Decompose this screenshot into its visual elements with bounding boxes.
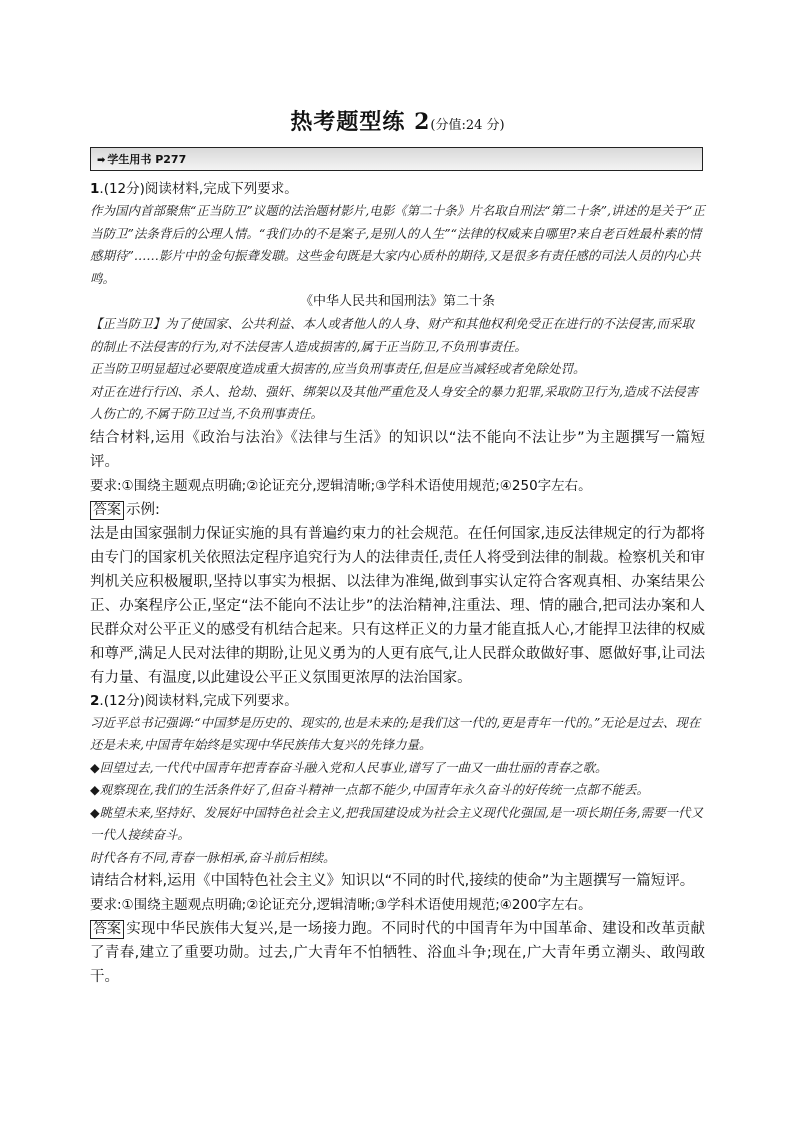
q2-task: 请结合材料,运用《中国特色社会主义》知识以“不同的时代,接续的使命”为主题撰写一篇短评。 <box>90 873 695 889</box>
q1-law-1: 【正当防卫】为了使国家、公共利益、本人或者他人的人身、财产和其他权利免受正在进行的不法侵害,而采取的制止不法侵害的行为,对不法侵害人造成损害的,属于正当防卫,不负刑事责任。 <box>90 316 694 354</box>
q1-task: 结合材料,运用《政治与法治》《法律与生活》的知识以“法不能向不法让步”为主题撰写一篇短评。 <box>90 429 705 470</box>
q1-requirements: 要求:①围绕主题观点明确;②论证充分,逻辑清晰;③学科术语使用规范;④250字左右。 <box>90 477 592 494</box>
title-main: 热考题型练 2 <box>290 109 431 135</box>
q2-material-1: 习近平总书记强调:“中国梦是历史的、现实的,也是未来的;是我们这一代的,更是青年一代的。”无论是过去、现在还是未来,中国青年始终是实现中华民族伟大复兴的先锋力量。 <box>90 714 701 752</box>
q1-answer-prefix: 示例: <box>126 501 160 518</box>
q1-law-2: 正当防卫明显超过必要限度造成重大损害的,应当负刑事责任,但是应当减轻或者免除处罚。 <box>90 361 586 376</box>
q2-material-4: ◆眺望未来,坚持好、发展好中国特色社会主义,把我国建设成为社会主义现代化强国,是一项长期任务,需要一代又一代人接续奋斗。 <box>90 804 704 842</box>
q2-answer: 实现中华民族伟大复兴,是一场接力跑。不同时代的中国青年为中国革命、建设和改革贡献了青春,建立了重要功勋。过去,广大青年不怕牺牲、浴血斗争;现在,广大青年勇立潮头、敢闯敢干。 <box>90 921 705 985</box>
q1-law-title: 《中华人民共和国刑法》第二十条 <box>299 294 495 309</box>
q1-header <box>90 178 705 200</box>
q1-head: .(12分)阅读材料,完成下列要求。 <box>99 181 298 197</box>
answer-badge: 答案 <box>90 920 124 939</box>
q2-material-5: 时代各有不同,青春一脉相承,奋斗前后相续。 <box>90 849 336 865</box>
q1-answer: 法是由国家强制力保证实施的具有普遍约束力的社会规范。在任何国家,违反法律规定的行为都将由专门的国家机关依照法定程序追究行为人的法律责任,责任人将受到法律的制裁。检察机关和审判机关应积极履职,坚持以事实为根据、以法律为准绳,做到事实认定符合客观真相、办案结果公正、办案程序公正,坚定“法不能向不法让步”的法治精神,注重法、理、情的融合,把司法办案和人民群众对公平正义的感受有机结合起来。只有这样正义的力量才能直抵人心,才能捍卫法律的权威和尊严,满足人民对法律的期盼,让见义勇为的人更有底气,让人民群众敢做好事、愿做好事,让司法有力量、有温度,以此建设公平正义氛围更浓厚的法治国家。 <box>90 525 705 686</box>
q2-head: .(12分)阅读材料,完成下列要求。 <box>99 692 298 709</box>
content <box>90 178 705 989</box>
q1-number: 1 <box>90 181 100 197</box>
q1-law-3: 对正在进行行凶、杀人、抢劫、强奸、绑架以及其他严重危及人身安全的暴力犯罪,采取防卫行为,造成不法侵害人伤亡的,不属于防卫过当,不负刑事责任。 <box>90 383 698 421</box>
answer-badge: 答案 <box>90 501 124 520</box>
source-banner <box>90 147 703 171</box>
q2-number: 2 <box>90 692 100 709</box>
q2-requirements: 要求:①围绕主题观点明确;②论证充分,逻辑清晰;③学科术语使用规范;④200字左右。 <box>90 897 592 913</box>
q1-material: 作为国内首部聚焦“正当防卫”议题的法治题材影片,电影《第二十条》片名取自刑法“第二十条”,讲述的是关于“正当防卫”法条背后的公理人情。“我们办的不是案子,是别人的人生”“法律的权威来自哪里?来自老百姓最朴素的情感期待”……影片中的金句振聋发聩。这些金句既是大家内心质朴的期待,又是很多有责任感的司法人员的内心共鸣。 <box>90 203 705 286</box>
title-sub: (分值:24 分) <box>430 118 505 133</box>
q2-material-2: ◆回望过去,一代代中国青年把青春奋斗融入党和人民事业,谱写了一曲又一曲壮丽的青春之歌。 <box>90 759 608 775</box>
page-title <box>90 105 705 136</box>
q1-answer-header <box>90 498 705 522</box>
arrow-icon: ➡ <box>97 155 106 166</box>
q2-material-3: ◆观察现在,我们的生活条件好了,但奋斗精神一点都不能少,中国青年永久奋斗的好传统一点都不能丢。 <box>90 782 650 797</box>
banner-text: 学生用书 P277 <box>107 153 187 166</box>
q2-answer-block <box>90 917 705 989</box>
q2-header <box>90 690 705 712</box>
